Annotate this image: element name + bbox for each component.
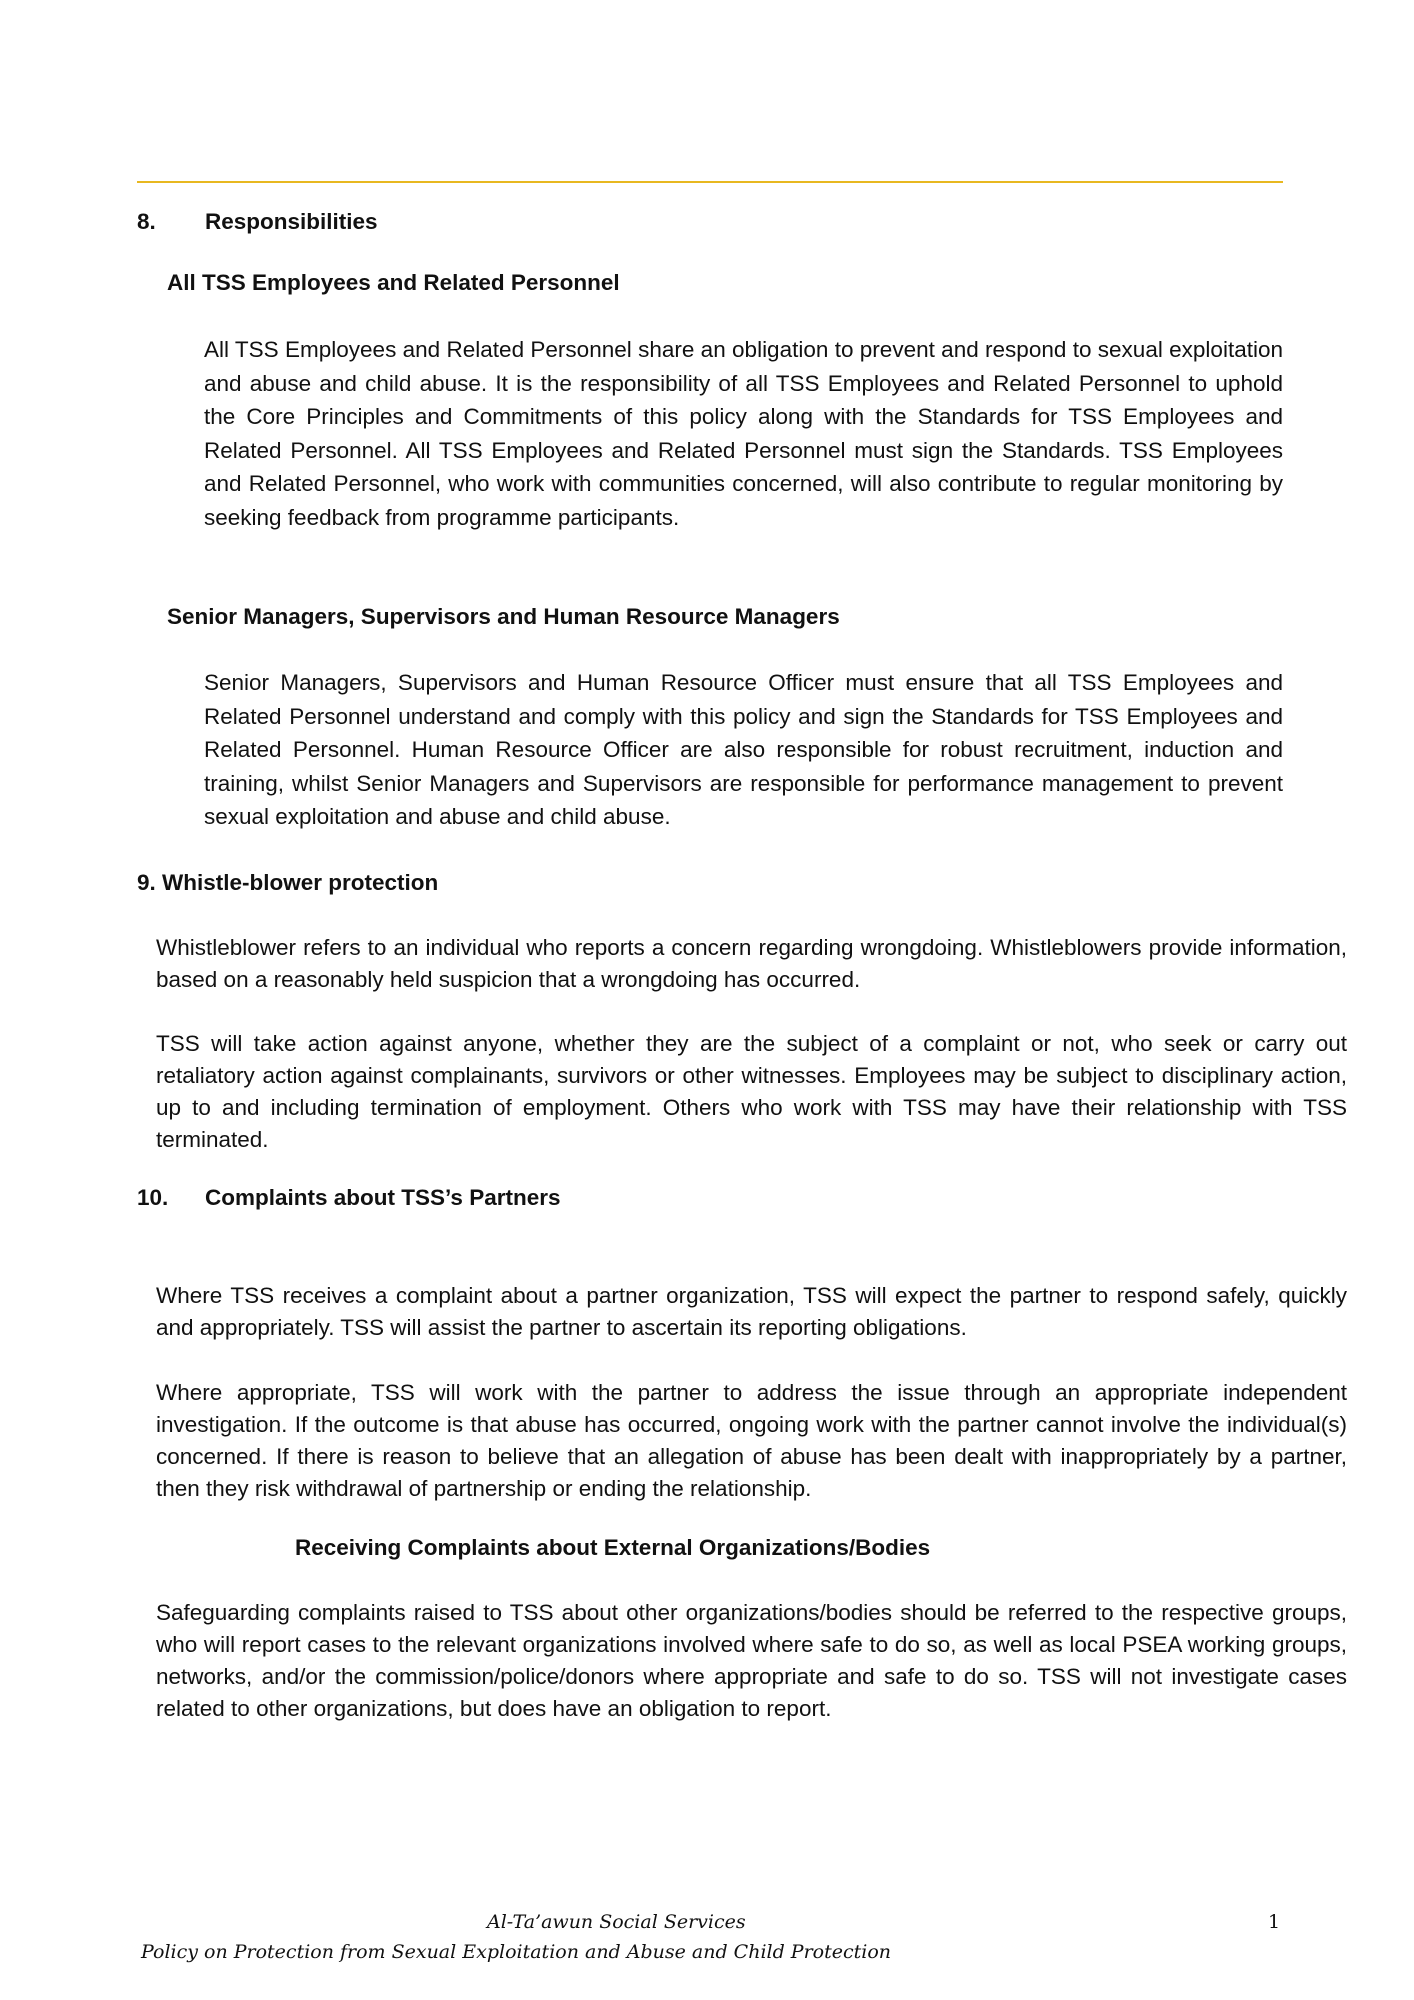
- footer-organization: Al-Ta’awun Social Services: [487, 1911, 746, 1933]
- header-rule: [137, 181, 1283, 183]
- footer-policy-title: Policy on Protection from Sexual Exploitation and Abuse and Child Protection: [141, 1941, 892, 1963]
- section-9-heading: 9. Whistle-blower protection: [137, 870, 439, 895]
- subsection-senior-managers-heading: Senior Managers, Supervisors and Human Resource Managers: [167, 604, 840, 629]
- subsection-all-employees-text: All TSS Employees and Related Personnel share an obligation to prevent and respond to sexual exploitation and abuse and child abuse. It is the responsibility of all TSS Employees and Related Personnel to uphold the Core Principles and Commitments of this policy along with the Standards for TSS Employees and Related Personnel. All TSS Employees and Related Personnel must sign the Standards. TSS Employees and Related Personnel, who work with communities concerned, will also contribute to regular monitoring by seeking feedback from programme participants.: [204, 337, 1283, 530]
- subsection-external-orgs-heading: Receiving Complaints about External Organizations/Bodies: [295, 1535, 931, 1560]
- footer-page-number: 1: [1268, 1911, 1281, 1933]
- section-9-paragraph-2: TSS will take action against anyone, whether they are the subject of a complaint or not, who seek or carry out retaliatory action against complainants, survivors or other witnesses. Employees may be subject to disciplinary action, up to and including termination of employment. Others who work with TSS may have their relationship with TSS terminated.: [156, 1031, 1347, 1152]
- section-10-paragraph-2: Where appropriate, TSS will work with the partner to address the issue through an appropriate independent investigation. If the outcome is that abuse has occurred, ongoing work with the partner cannot involve the individual(s) concerned. If there is reason to believe that an allegation of abuse has been dealt with inappropriately by a partner, then they risk withdrawal of partnership or ending the relationship.: [156, 1380, 1347, 1501]
- section-10-title: Complaints about TSS’s Partners: [205, 1185, 561, 1210]
- section-9-paragraph-1: Whistleblower refers to an individual who reports a concern regarding wrongdoing. Whistleblowers provide information, based on a reasonably held suspicion that a wrongdoing has occurred.: [156, 935, 1347, 992]
- subsection-external-orgs-text: Safeguarding complaints raised to TSS about other organizations/bodies should be referred to the respective groups, who will report cases to the relevant organizations involved where safe to do so, as well as local PSEA working groups, networks, and/or the commission/police/donors where appropriate and safe to do so. TSS will not investigate cases related to other organizations, but does have an obligation to report.: [156, 1600, 1347, 1721]
- section-10-number: 10.: [137, 1185, 169, 1210]
- subsection-senior-managers-text: Senior Managers, Supervisors and Human Resource Officer must ensure that all TSS Employees and Related Personnel understand and comply with this policy and sign the Standards for TSS Employees and Related Personnel. Human Resource Officer are also responsible for robust recruitment, induction and training, whilst Senior Managers and Supervisors are responsible for performance management to prevent sexual exploitation and abuse and child abuse.: [204, 670, 1283, 829]
- section-8-number: 8.: [137, 209, 156, 234]
- section-10-paragraph-1: Where TSS receives a complaint about a partner organization, TSS will expect the partner to respond safely, quickly and appropriately. TSS will assist the partner to ascertain its reporting obligations.: [156, 1283, 1347, 1340]
- section-8-heading: [137, 207, 378, 237]
- section-8-title: Responsibilities: [205, 209, 378, 234]
- subsection-all-employees-heading: All TSS Employees and Related Personnel: [167, 270, 620, 295]
- section-10-heading: [137, 1183, 561, 1213]
